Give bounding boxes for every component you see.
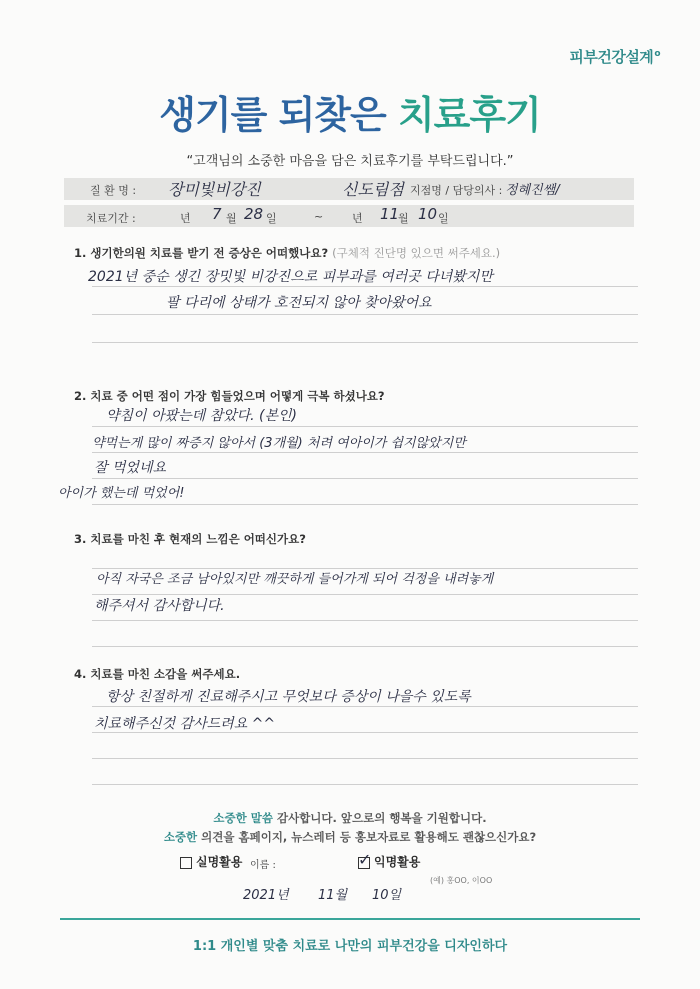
answer-line bbox=[92, 342, 638, 343]
date-month: 11월 bbox=[318, 888, 348, 903]
question-1-answer-2: 팔 다리에 상태가 호전되지 않아 찾아왔어요 bbox=[166, 295, 432, 311]
period-month-mark: 월 bbox=[226, 212, 237, 225]
answer-line bbox=[92, 426, 638, 427]
closing-thanks: 소중한 말씀 감사합니다. 앞으로의 행복을 기원합니다. bbox=[213, 811, 487, 825]
question-1-hint: (구체적 진단명 있으면 써주세요.) bbox=[332, 246, 501, 260]
answer-line bbox=[92, 286, 638, 287]
branch-value: 신도림점 bbox=[342, 180, 404, 199]
question-4-answer-2: 치료해주신것 감사드려요 ^^ bbox=[94, 716, 276, 732]
question-1-answer-1: 2021년 중순 생긴 장밋빛 비강진으로 피부과를 여러곳 다녀봤지만 bbox=[88, 269, 493, 285]
question-4-answer-1: 항상 친절하게 진료해주시고 무엇보다 증상이 나을수 있도록 bbox=[106, 689, 471, 705]
question-2-title: 2. 치료 중 어떤 점이 가장 힘들었으며 어떻게 극복 하셨나요? bbox=[74, 389, 385, 403]
option-real-name[interactable]: 실명활용 bbox=[180, 853, 242, 870]
check-mark-icon: ✓ bbox=[358, 849, 372, 869]
checkbox-anonymous[interactable] bbox=[358, 849, 372, 869]
page-title bbox=[0, 84, 700, 139]
question-2-answer-1: 약침이 아팠는데 참았다. (본인) bbox=[106, 408, 298, 424]
footer-divider bbox=[60, 918, 640, 920]
name-example-hint: (예) 홍OO, 이OO bbox=[430, 876, 493, 885]
answer-line bbox=[92, 784, 638, 785]
doctor-value: 정혜진쌤/ bbox=[505, 183, 560, 198]
disease-value: 장미빛비강진 bbox=[168, 180, 261, 199]
logo-dot-icon: o bbox=[654, 49, 660, 59]
period-end-month: 11 bbox=[380, 205, 400, 223]
period-label: 치료기간 : bbox=[86, 212, 136, 225]
date-day: 10일 bbox=[372, 888, 402, 903]
closing-consent-question: 소중한 의견을 홈페이지, 뉴스레터 등 홍보자료로 활용해도 괜찮으신가요? bbox=[163, 830, 537, 844]
period-info-bar bbox=[64, 205, 634, 227]
question-2-answer-4: 아이가 했는데 먹었어! bbox=[58, 486, 185, 501]
title-part2: 치료후기 bbox=[397, 93, 541, 137]
brand-logo: 피부건강설계$^o$ bbox=[569, 48, 660, 66]
period-start-month: 7 bbox=[212, 205, 222, 223]
answer-line bbox=[92, 706, 638, 707]
period-start-day: 28 bbox=[244, 205, 264, 223]
question-1-text: 1. 생기한의원 치료를 받기 전 증상은 어떠했나요? bbox=[74, 246, 329, 260]
answer-line bbox=[92, 452, 638, 453]
period-end-month-mark: 월 bbox=[398, 212, 409, 225]
question-2-answer-3: 잘 먹었네요 bbox=[94, 460, 167, 476]
period-end-day: 10 bbox=[418, 205, 438, 223]
answer-line bbox=[92, 314, 638, 315]
name-label: 이름 : bbox=[250, 860, 276, 871]
period-end-day-mark: 일 bbox=[438, 212, 449, 225]
disease-label: 질 환 명 : bbox=[90, 184, 137, 197]
title-part1: 생기를 되찾은 bbox=[159, 93, 386, 137]
branch-doctor-label: 지점명 / 담당의사 : bbox=[410, 184, 503, 197]
option-anonymous[interactable]: ✓ 익명활용 bbox=[358, 849, 421, 869]
page-subtitle: “고객님의 소중한 마음을 담은 치료후기를 부탁드립니다.” bbox=[186, 154, 514, 169]
answer-line bbox=[92, 646, 638, 647]
date-year: 2021년 bbox=[243, 888, 289, 903]
period-day-mark: 일 bbox=[266, 212, 277, 225]
question-1-title bbox=[74, 245, 500, 261]
question-3-answer-1: 아직 자국은 조금 남아있지만 깨끗하게 들어가게 되어 걱정을 내려놓게 bbox=[96, 572, 494, 587]
period-start-year-mark: 년 bbox=[180, 212, 191, 225]
period-end-year-mark: 년 bbox=[352, 212, 363, 225]
period-tilde: ~ bbox=[314, 210, 324, 223]
question-3-title: 3. 치료를 마친 후 현재의 느낌은 어떠신가요? bbox=[74, 532, 306, 546]
question-3-answer-2: 해주셔서 감사합니다. bbox=[94, 598, 225, 614]
answer-line bbox=[92, 758, 638, 759]
answer-line bbox=[92, 504, 638, 505]
question-2-answer-2: 약먹는게 많이 짜증지 않아서 (3개월) 처려 여아이가 쉽지않았지만 bbox=[92, 436, 466, 451]
footer-tagline: 1:1 개인별 맞춤 치료로 나만의 피부건강을 디자인하다 bbox=[192, 939, 508, 954]
question-4-title: 4. 치료를 마친 소감을 써주세요. bbox=[74, 667, 241, 681]
checkbox-real-name[interactable] bbox=[180, 857, 192, 869]
answer-line bbox=[92, 620, 638, 621]
answer-line bbox=[92, 478, 638, 479]
